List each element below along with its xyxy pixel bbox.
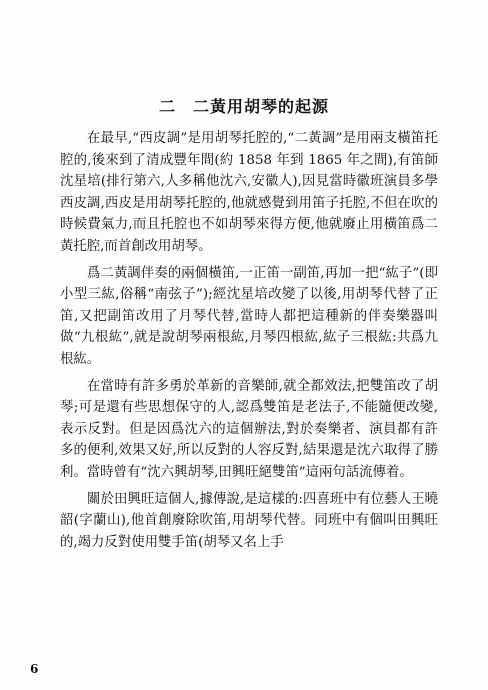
body-text xyxy=(60,128,438,558)
paragraph-3: 在當時有許多勇於革新的音樂師,就全都效法,把雙笛改了胡琴;可是還有些思想保守的人,認爲雙笛是老法子,不能隨便改變,表示反對。但是因爲沈六的這個辦法,對於奏樂者、演員都有許多的便利,效果又好,所以反對的人容反對,結果還是沈六取得了勝利。當時曾有“沈六興胡琴,田興旺絕雙笛”這兩句話流傳着。 xyxy=(60,378,438,480)
paragraph-1: 在最早,“西皮調”是用胡琴托腔的,“二黃調”是用兩支橫笛托腔的,後來到了清成豐年間(約 1858 年到 1865 年之間),有笛師沈星培(排行第六,人多稱他沈六,安徽人),因見當時徽班演員多學西皮調,西皮是用胡琴托腔的,他就感覺到用笛子托腔,不但在吹的時候費氣力,而且托腔也不如胡琴來得方便,他就廢止用橫笛爲二黃托腔,而首創改用胡琴。 xyxy=(60,131,438,254)
page-number: 6 xyxy=(30,662,39,676)
paragraph-2: 爲二黃調伴奏的兩個橫笛,一正笛一副笛,再加一把“紘子”(即小型三紘,俗稱“南弦子”);經沈星培改變了以後,用胡琴代替了正笛,又把副笛改用了月琴代替,當時人都把這種新的伴奏樂器叫做“九根紘”,就是說胡琴兩根紘,月琴四根紘,紘子三根紘:共爲九根紘。 xyxy=(60,265,438,367)
paragraph-4: 關於田興旺這個人,據傳說,是這樣的:四喜班中有位藝人王曉韶(字蘭山),他首創廢除吹笛,用胡琴代替。同班中有個叫田興旺的,竭力反對使用雙手笛(胡琴又名上手 xyxy=(60,491,438,550)
section-title: 二 二黃用胡琴的起源 xyxy=(158,97,329,116)
